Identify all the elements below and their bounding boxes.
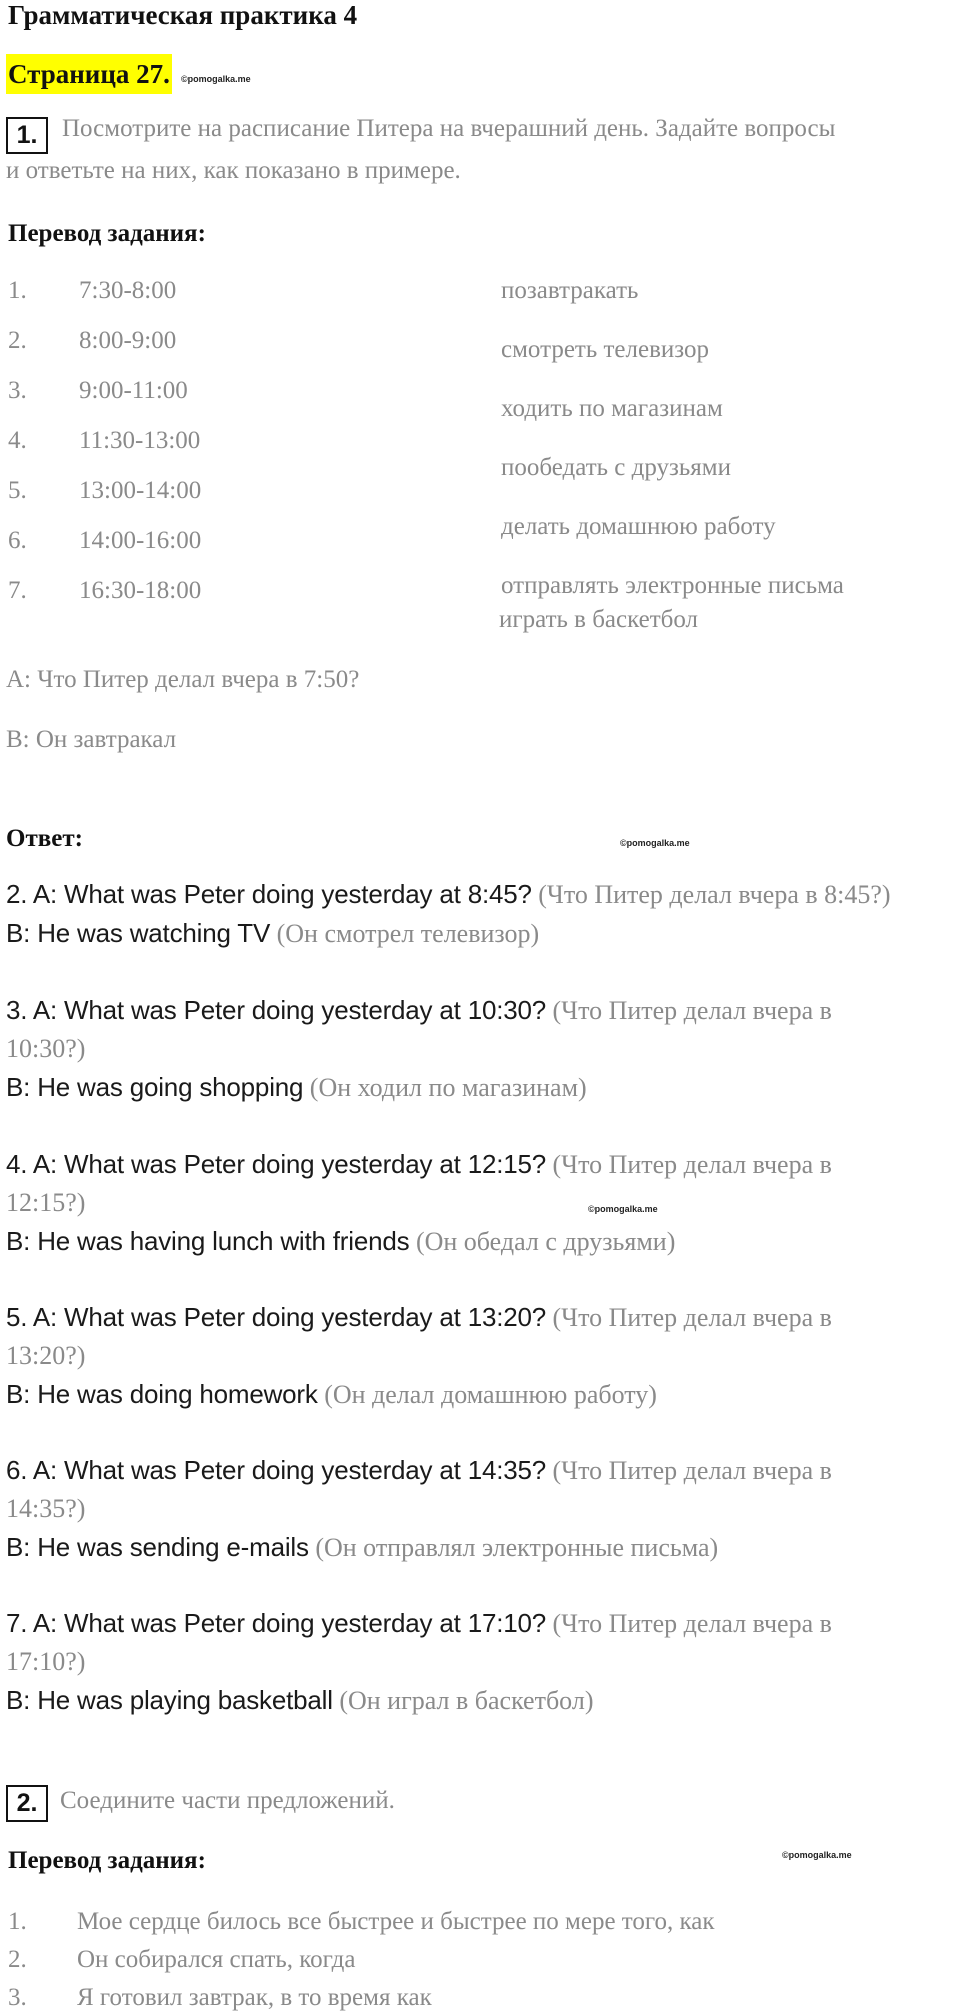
schedule-item-activity: ходить по магазинам <box>501 395 723 422</box>
watermark: ©pomogalka.me <box>588 1204 658 1214</box>
schedule-item-time: 8:00-9:00 <box>79 327 177 354</box>
list-item-text: Мое сердце билось все быстрее и быстрее по мере того, как <box>77 1908 715 1935</box>
exercise-1-instruction-line-2: и ответьте на них, как показано в примере. <box>6 157 461 184</box>
list-item-text: Я готовил завтрак, в то время как <box>77 1984 432 2011</box>
example-answer: B: Он завтракал <box>6 726 177 753</box>
answer-reply: B: He was sending e-mails (Он отправлял электронные письма) <box>6 1532 719 1562</box>
schedule-item-number: 6. <box>8 527 27 554</box>
list-item-number: 1. <box>8 1908 27 1935</box>
schedule-item-number: 2. <box>8 327 27 354</box>
answer-question: 2. A: What was Peter doing yesterday at 8:45? (Что Питер делал вчера в 8:45?) <box>6 879 891 909</box>
answer-question-continuation: 14:35?) <box>6 1494 86 1523</box>
answer-question: 3. A: What was Peter doing yesterday at 10:30? (Что Питер делал вчера в <box>6 995 832 1025</box>
answer-reply: B: He was having lunch with friends (Он обедал с друзьями) <box>6 1226 676 1256</box>
list-item-text: Он собирался спать, когда <box>77 1946 356 1973</box>
schedule-item-time: 7:30-8:00 <box>79 277 177 304</box>
example-question: A: Что Питер делал вчера в 7:50? <box>6 666 360 693</box>
schedule-item-time: 9:00-11:00 <box>79 377 188 404</box>
schedule-item-number: 3. <box>8 377 27 404</box>
answer-question: 7. A: What was Peter doing yesterday at 17:10? (Что Питер делал вчера в <box>6 1608 832 1638</box>
translation-heading: Перевод задания: <box>8 1847 206 1874</box>
schedule-item-activity: играть в баскетбол <box>499 606 699 633</box>
exercise-1-number-box <box>6 117 48 154</box>
exercise-2-instruction: Соедините части предложений. <box>60 1787 395 1814</box>
page-title: Грамматическая практика 4 <box>8 0 358 30</box>
list-item-number: 2. <box>8 1946 27 1973</box>
schedule-item-activity: отправлять электронные письма <box>501 572 844 599</box>
answer-reply: B: He was going shopping (Он ходил по магазинам) <box>6 1072 587 1102</box>
schedule-item-time: 13:00-14:00 <box>79 477 202 504</box>
exercise-2-number-box <box>6 1785 48 1822</box>
watermark: ©pomogalka.me <box>181 74 251 84</box>
exercise-2-number: 2. <box>6 1785 48 1822</box>
answer-reply: B: He was doing homework (Он делал домашнюю работу) <box>6 1379 657 1409</box>
schedule-item-activity: пообедать с друзьями <box>501 454 731 481</box>
answer-question: 6. A: What was Peter doing yesterday at 14:35? (Что Питер делал вчера в <box>6 1455 832 1485</box>
answer-heading: Ответ: <box>6 825 83 852</box>
schedule-item-number: 4. <box>8 427 27 454</box>
schedule-item-time: 14:00-16:00 <box>79 527 202 554</box>
schedule-item-number: 7. <box>8 577 27 604</box>
schedule-item-activity: делать домашнюю работу <box>501 513 776 540</box>
answer-question: 4. A: What was Peter doing yesterday at 12:15? (Что Питер делал вчера в <box>6 1149 832 1179</box>
schedule-item-time: 16:30-18:00 <box>79 577 202 604</box>
answer-reply: B: He was watching TV (Он смотрел телевизор) <box>6 918 540 948</box>
schedule-item-activity: смотреть телевизор <box>501 336 709 363</box>
answer-question: 5. A: What was Peter doing yesterday at 13:20? (Что Питер делал вчера в <box>6 1302 832 1332</box>
schedule-item-time: 11:30-13:00 <box>79 427 201 454</box>
answer-question-continuation: 10:30?) <box>6 1034 86 1063</box>
list-item-number: 3. <box>8 1984 27 2011</box>
page-number-label: Страница 27. <box>8 59 170 89</box>
watermark: ©pomogalka.me <box>782 1850 852 1860</box>
schedule-item-activity: позавтракать <box>501 277 639 304</box>
exercise-1-instruction-line-1: Посмотрите на расписание Питера на вчерашний день. Задайте вопросы <box>62 115 836 142</box>
page-number-highlight <box>6 54 172 94</box>
exercise-1-number: 1. <box>6 117 48 154</box>
translation-heading: Перевод задания: <box>8 220 206 247</box>
answer-question-continuation: 12:15?) <box>6 1188 86 1217</box>
watermark: ©pomogalka.me <box>620 838 690 848</box>
answer-question-continuation: 13:20?) <box>6 1341 86 1370</box>
answer-question-continuation: 17:10?) <box>6 1647 86 1676</box>
schedule-item-number: 5. <box>8 477 27 504</box>
answer-reply: B: He was playing basketball (Он играл в баскетбол) <box>6 1685 594 1715</box>
schedule-item-number: 1. <box>8 277 27 304</box>
